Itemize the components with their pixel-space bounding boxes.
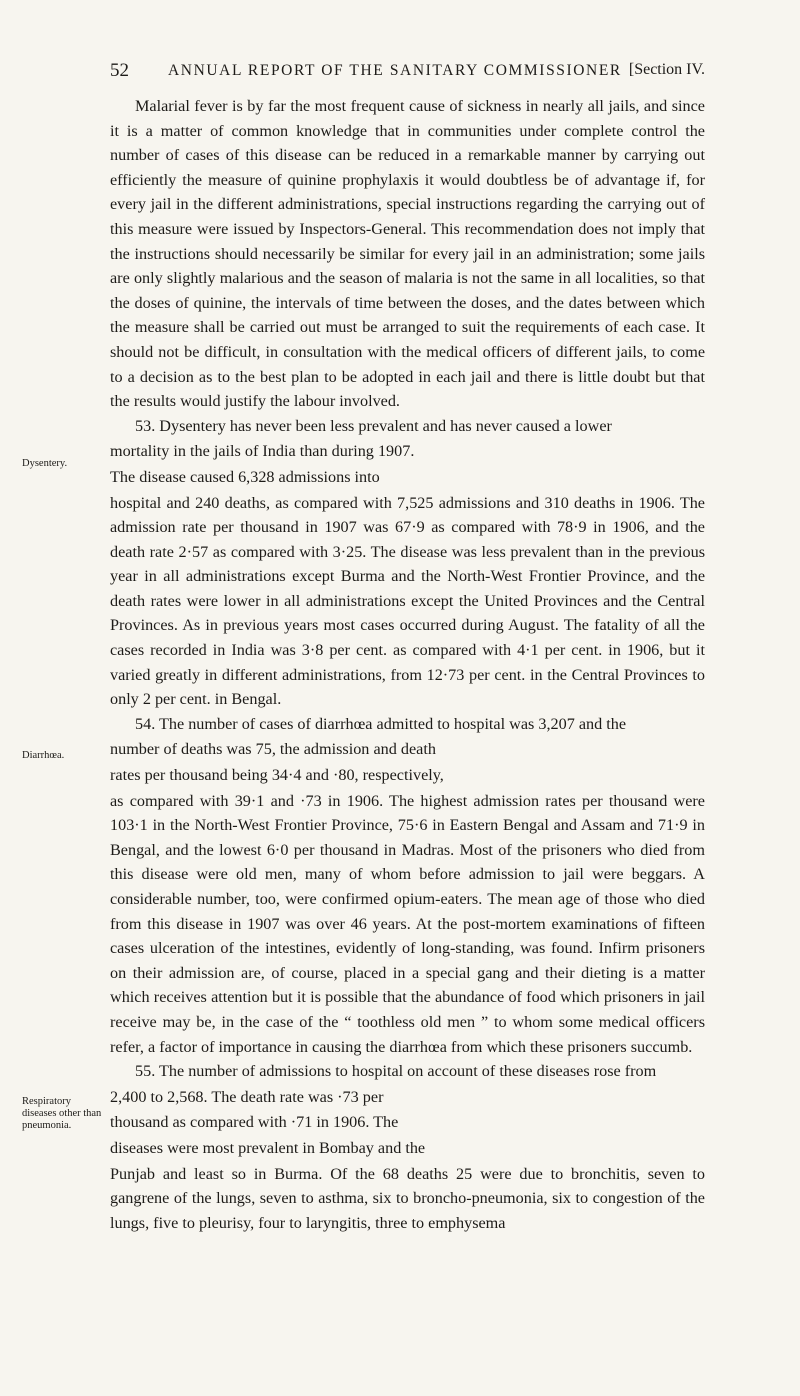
- para-55-line3: thousand as compared with ·71 in 1906. The: [110, 1113, 399, 1132]
- para-54-line1: 54. The number of cases of diarrhœa admitted to hospital was 3,207 and the: [135, 714, 627, 733]
- para-55-line4: diseases were most prevalent in Bombay and the: [110, 1138, 426, 1157]
- page-header: [110, 60, 705, 82]
- para-53-line3: The disease caused 6,328 admissions into: [110, 467, 380, 486]
- margin-note-respiratory: Respiratory diseases other than pneumonia.: [22, 1096, 102, 1132]
- section-54: [22, 712, 705, 1059]
- section-53: [22, 414, 705, 712]
- para-55-line2: 2,400 to 2,568. The death rate was ·73 per: [110, 1087, 384, 1106]
- para-54-line3: rates per thousand being 34·4 and ·80, respectively,: [110, 766, 444, 785]
- para-55-line1: 55. The number of admissions to hospital on account of these diseases rose from: [135, 1062, 657, 1081]
- section-55: [22, 1059, 705, 1235]
- para-55-body: Punjab and least so in Burma. Of the 68 deaths 25 were due to bronchitis, seven to gangrene of the lungs, seven to asthma, six to broncho-pneumonia, six to congestion of the lungs, five to pleurisy, four to laryngitis, three to emphysema: [110, 1164, 705, 1232]
- paragraph-malaria: Malarial fever is by far the most frequent cause of sickness in nearly all jails, and since it is a matter of common knowledge that in communities under complete control the number of cases of this disease can be reduced in a remarkable manner by carrying out efficiently the measure of quinine prophylaxis it would doubtless be of advantage if, for every jail in the different administrations, special instructions regarding the carrying out of this measure were issued by Inspectors-General. This recommendation does not imply that the instructions should necessarily be similar for every jail in an administration; some jails are only slightly malarious and the season of malaria is not the same in all localities, so that the doses of quinine, the intervals of time between the doses, and the dates between which the measure shall be carried out must be arranged to suit the requirements of each case. It should not be difficult, in consultation with the medical officers of different jails, to come to a decision as to the best plan to be adopted in each jail and there is little doubt but that the results would justify the labour involved.: [110, 97, 705, 411]
- para-53-line2: mortality in the jails of India than during 1907.: [110, 442, 415, 461]
- para-54-body: as compared with 39·1 and ·73 in 1906. The highest admission rates per thousand were 103·1 in the North-West Frontier Province, 75·6 in Eastern Bengal and Assam and 71·9 in Bengal, and the lowest 6·0 per thousand in Madras. Most of the prisoners who died from this disease were old men, many of whom before admission to jail were beggars. A considerable number, too, were confirmed opium-eaters. The mean age of those who died from this disease in 1907 was over 46 years. At the post-mortem examinations of fifteen cases ulceration of the intestines, evidently of long-standing, was found. Infirm prisoners on their admission are, of course, placed in a special gang and their dieting is a matter which receives attention but it is possible that the abundance of food which prisoners in jail receive may be, in the case of the “ toothless old men ” to whom some medical officers refer, a factor of importance in causing the diarrhœa from which these prisoners succumb.: [110, 791, 705, 1056]
- body-text: [22, 94, 705, 1235]
- para-53-line1: 53. Dysentery has never been less prevalent and has never caused a lower: [135, 416, 612, 435]
- section-label: [Section IV.: [628, 61, 705, 78]
- para-53-body: hospital and 240 deaths, as compared with 7,525 admissions and 310 deaths in 1906. The admission rate per thousand in 1907 was 67·9 as compared with 78·9 in 1906, and the death rate 2·57 as compared with 3·25. The disease was less prevalent than in the previous year in all administrations except Burma and the North-West Frontier Province, and the death rates were lower in all administrations except the United Provinces and the Central Provinces. As in previous years most cases occurred during August. The fatality of all the cases recorded in India was 3·8 per cent. as compared with 4·1 per cent. in 1906, but it varied greatly in different administrations, from 12·73 per cent. in the Central Provinces to only 2 per cent. in Bengal.: [110, 493, 705, 709]
- margin-note-diarrhoea: Diarrhœa.: [22, 749, 65, 761]
- margin-note-dysentery: Dysentery.: [22, 457, 68, 469]
- running-title: ANNUAL REPORT OF THE SANITARY COMMISSIONER: [168, 62, 622, 79]
- page-number: 52: [110, 60, 129, 81]
- para-54-line2: number of deaths was 75, the admission and death: [110, 740, 436, 759]
